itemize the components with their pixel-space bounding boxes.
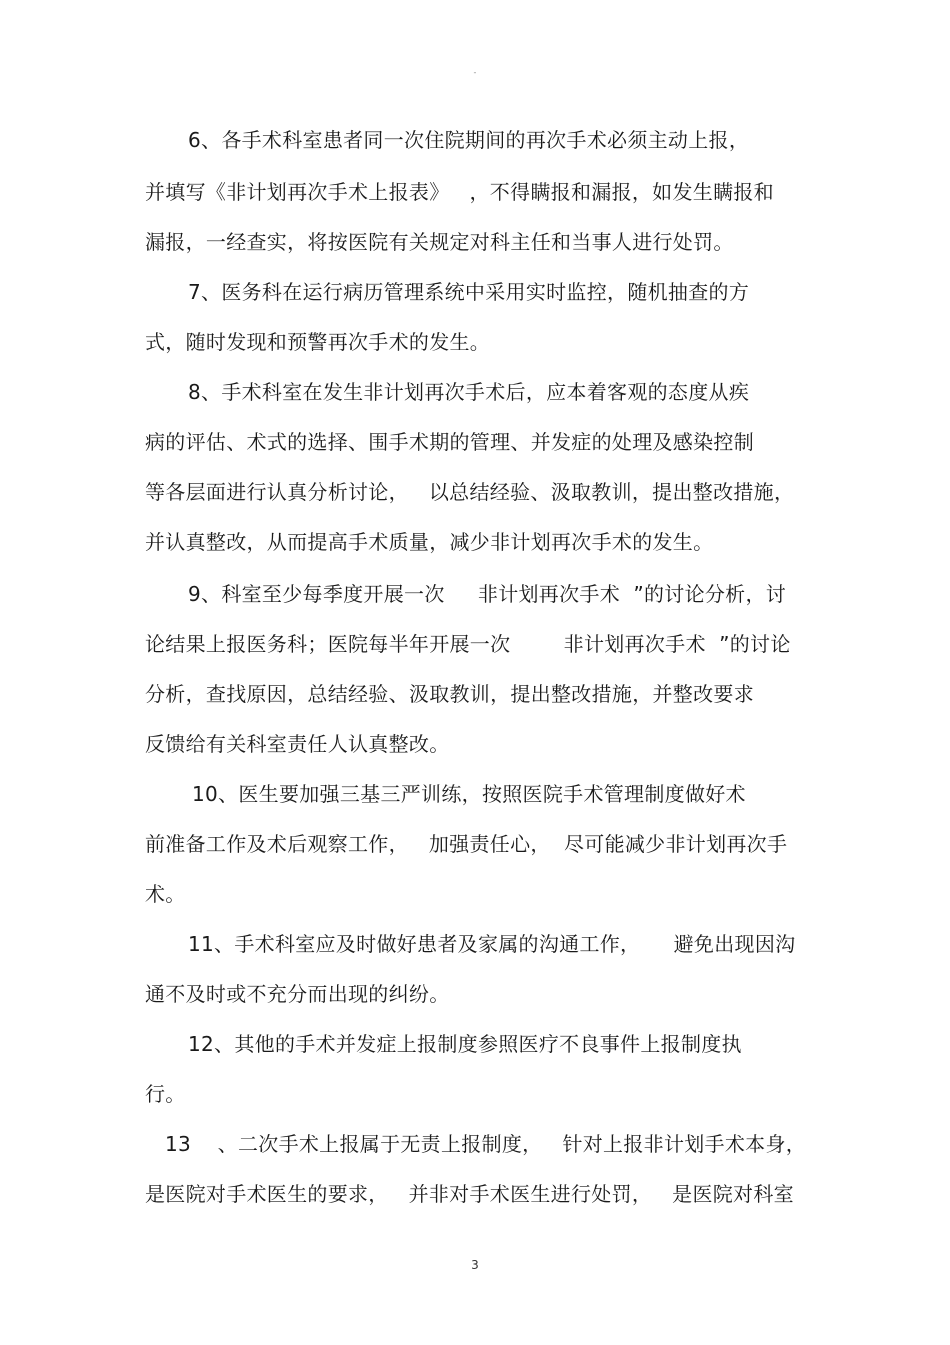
paragraph-10-line-3: 术。 — [145, 882, 186, 906]
paragraph-8-line-3: 等各层面进行认真分析讨论， 以总结经验、汲取教训，提出整改措施， — [145, 480, 795, 504]
paragraph-11-line-1: 11、手术科室应及时做好患者及家属的沟通工作， 避免出现因沟 — [188, 932, 796, 956]
paragraph-6-line-2: 并填写《非计划再次手术上报表》 ，不得瞒报和漏报，如发生瞒报和 — [145, 180, 774, 204]
paragraph-9-line-3: 分析，查找原因，总结经验、汲取教训，提出整改措施，并整改要求 — [145, 682, 754, 706]
paragraph-11-line-2: 通不及时或不充分而出现的纠纷。 — [145, 982, 450, 1006]
paragraph-9-line-2: 论结果上报医务科；医院每半年开展一次 非计划再次手术 ”的讨论 — [145, 632, 791, 656]
paragraph-7-line-1: 7、医务科在运行病历管理系统中采用实时监控，随机抽查的方 — [188, 280, 750, 304]
paragraph-6-line-3: 漏报，一经查实，将按医院有关规定对科主任和当事人进行处罚。 — [145, 230, 734, 254]
paragraph-12-line-2: 行。 — [145, 1082, 186, 1106]
paragraph-8-line-4: 并认真整改，从而提高手术质量，减少非计划再次手术的发生。 — [145, 530, 714, 554]
paragraph-10-line-2: 前准备工作及术后观察工作， 加强责任心， 尽可能减少非计划再次手 — [145, 832, 788, 856]
paragraph-8-line-1: 8、手术科室在发生非计划再次手术后，应本着客观的态度从疾 — [188, 380, 750, 404]
paragraph-10-line-1: 10、医生要加强三基三严训练，按照医院手术管理制度做好术 — [192, 782, 746, 806]
paragraph-6-line-1: 6、各手术科室患者同一次住院期间的再次手术必须主动上报， — [188, 128, 750, 152]
header-mark: - — [473, 68, 477, 77]
paragraph-13-line-2: 是医院对手术医生的要求， 并非对手术医生进行处罚， 是医院对科室 — [145, 1182, 794, 1206]
paragraph-7-line-2: 式，随时发现和预警再次手术的发生。 — [145, 330, 491, 354]
paragraph-12-line-1: 12、其他的手术并发症上报制度参照医疗不良事件上报制度执 — [188, 1032, 742, 1056]
paragraph-9-line-4: 反馈给有关科室责任人认真整改。 — [145, 732, 450, 756]
paragraph-13-line-1: 13 、二次手术上报属于无责上报制度， 针对上报非计划手术本身， — [165, 1132, 807, 1156]
paragraph-9-line-1: 9、科室至少每季度开展一次 非计划再次手术 ”的讨论分析，讨 — [188, 582, 787, 606]
paragraph-8-line-2: 病的评估、术式的选择、围手术期的管理、并发症的处理及感染控制 — [145, 430, 754, 454]
page-number: 3 — [471, 1258, 479, 1272]
